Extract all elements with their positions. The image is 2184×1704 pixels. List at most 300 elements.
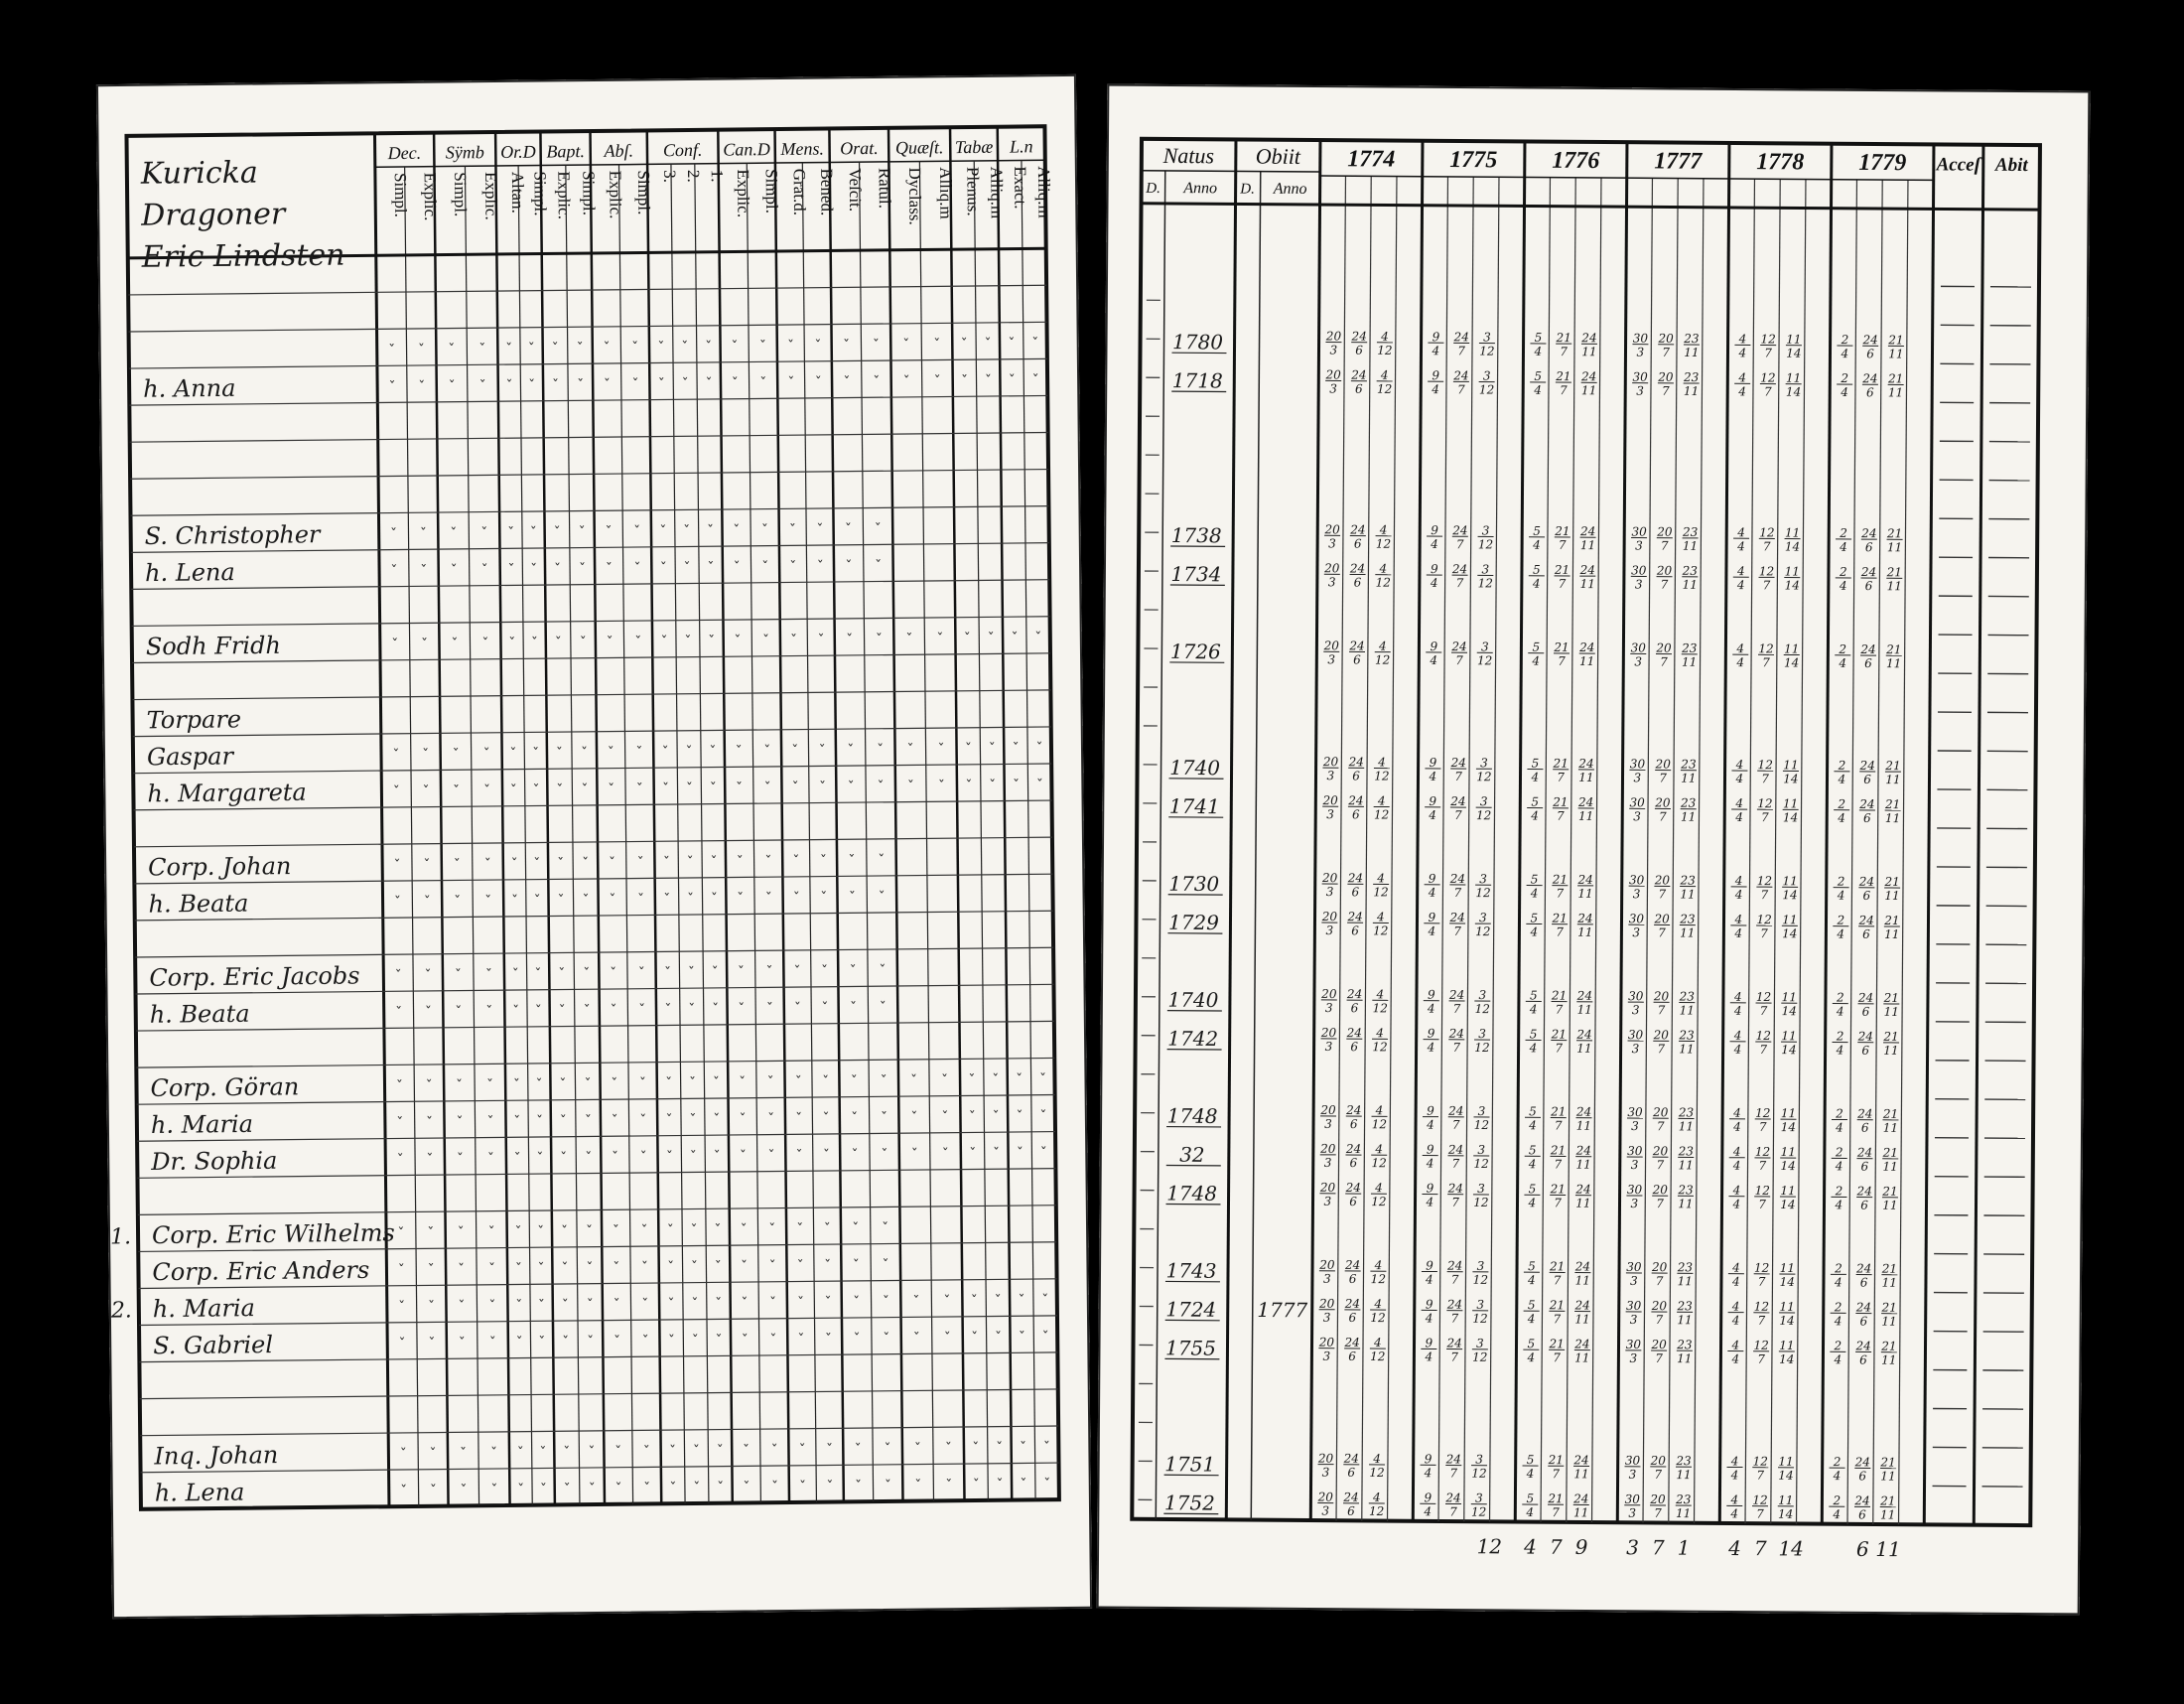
attendance-numerator: 24 xyxy=(1861,526,1877,541)
attendance-denominator: 12 xyxy=(1373,885,1389,900)
sub-header: Explic. xyxy=(554,171,574,220)
attendance-denominator: 6 xyxy=(1348,1271,1357,1286)
obiit-d-sub: D. xyxy=(1240,181,1255,198)
attendance-numerator: 24 xyxy=(1856,1145,1873,1160)
attendance-denominator: 7 xyxy=(1655,1313,1664,1328)
check-mark: ˇ xyxy=(944,1441,953,1458)
attendance-numerator: 20 xyxy=(1319,1257,1335,1272)
check-mark: ˇ xyxy=(660,634,668,650)
attendance-denominator: 12 xyxy=(1477,576,1493,591)
attendance-numerator: 21 xyxy=(1548,1453,1565,1468)
check-mark: ˇ xyxy=(614,1444,622,1461)
attendance-denominator: 7 xyxy=(1656,1158,1665,1173)
attendance-denominator: 7 xyxy=(1558,537,1567,552)
attendance-denominator: 12 xyxy=(1475,886,1491,901)
check-mark: ˇ xyxy=(612,1150,619,1167)
attendance-numerator: 20 xyxy=(1650,1491,1666,1506)
check-mark: ˇ xyxy=(428,1336,436,1352)
check-mark: ˇ xyxy=(933,337,941,354)
attendance-numerator: 24 xyxy=(1446,1336,1462,1350)
check-mark: ˇ xyxy=(687,965,695,982)
attendance-denominator: 6 xyxy=(1862,810,1871,825)
attendance-denominator: 7 xyxy=(1760,810,1769,825)
check-mark: ˇ xyxy=(992,1071,1000,1089)
attendance-numerator: 20 xyxy=(1651,1338,1667,1352)
attendance-numerator: 23 xyxy=(1677,1299,1693,1314)
attendance-denominator: 4 xyxy=(1528,1157,1537,1172)
attendance-numerator: 20 xyxy=(1655,757,1671,772)
attendance-denominator: 4 xyxy=(1841,347,1849,361)
attendance-denominator: 14 xyxy=(1784,655,1800,670)
attendance-numerator: 24 xyxy=(1344,1335,1360,1349)
group-divider xyxy=(495,132,509,1505)
attendance-numerator: 20 xyxy=(1317,1451,1334,1466)
attendance-numerator: 24 xyxy=(1447,1142,1464,1157)
attendance-numerator: 9 xyxy=(1429,755,1437,770)
attendance-denominator: 7 xyxy=(1450,1349,1458,1364)
check-mark: ˇ xyxy=(824,1332,833,1349)
attendance-denominator: 14 xyxy=(1785,384,1802,399)
attendance-numerator: 30 xyxy=(1624,1453,1641,1468)
check-mark: ˇ xyxy=(848,853,856,870)
check-mark: ˇ xyxy=(820,963,829,980)
attendance-numerator: 24 xyxy=(1581,369,1597,384)
attendance-numerator: 20 xyxy=(1324,522,1340,537)
check-mark: ˇ xyxy=(559,1113,567,1130)
attendance-denominator: 11 xyxy=(1888,347,1904,361)
attendance-numerator: 20 xyxy=(1653,1028,1670,1043)
check-mark: ˇ xyxy=(936,631,944,647)
person-name: Corp. Göran xyxy=(150,1072,300,1102)
attendance-denominator: 7 xyxy=(1762,655,1770,670)
check-mark: ˇ xyxy=(685,781,694,797)
attendance-denominator: 3 xyxy=(1630,1158,1639,1173)
birth-year: 32 xyxy=(1179,1142,1205,1167)
attendance-numerator: 23 xyxy=(1680,912,1696,926)
attendance-numerator: 11 xyxy=(1782,913,1798,927)
check-mark: ˇ xyxy=(552,377,560,394)
natus-anno-sub: Anno xyxy=(1183,180,1218,198)
check-mark: ˇ xyxy=(1018,1293,1025,1310)
attendance-denominator: 4 xyxy=(1428,923,1436,938)
check-mark: ˇ xyxy=(941,1146,949,1163)
check-mark: ˇ xyxy=(458,1298,466,1316)
attendance-denominator: 4 xyxy=(1532,653,1541,668)
check-mark: ˇ xyxy=(641,1334,649,1350)
attendance-denominator: 11 xyxy=(1681,771,1697,785)
attendance-denominator: 12 xyxy=(1473,1195,1489,1209)
check-mark: ˇ xyxy=(989,778,997,794)
attendance-denominator: 7 xyxy=(1660,538,1669,553)
year-divider xyxy=(1719,143,1729,1523)
attendance-denominator: 4 xyxy=(1534,344,1543,358)
natus-sub-divider xyxy=(1156,171,1164,1519)
check-mark: ˇ xyxy=(968,1072,976,1089)
attendance-numerator: 12 xyxy=(1754,1144,1771,1159)
attendance-numerator: 5 xyxy=(1531,756,1540,771)
attendance-denominator: 12 xyxy=(1375,536,1392,551)
attendance-denominator: 11 xyxy=(1679,1042,1695,1057)
column-header-6: Can.D xyxy=(723,139,770,160)
attendance-denominator: 14 xyxy=(1778,1506,1794,1521)
attendance-numerator: 3 xyxy=(1479,872,1488,887)
attendance-denominator: 6 xyxy=(1348,1349,1356,1363)
attendance-denominator: 7 xyxy=(1451,1156,1460,1171)
attendance-numerator: 24 xyxy=(1855,1300,1872,1315)
sub-divider xyxy=(465,166,478,1505)
check-mark: ˇ xyxy=(843,338,851,355)
attendance-denominator: 11 xyxy=(1579,654,1595,669)
check-mark: ˇ xyxy=(667,1259,675,1276)
left-page xyxy=(96,74,1092,1619)
check-mark: ˇ xyxy=(483,856,491,874)
attendance-numerator: 24 xyxy=(1858,874,1875,889)
attendance-numerator: 30 xyxy=(1626,1259,1642,1274)
attendance-numerator: 11 xyxy=(1779,1299,1795,1315)
attendance-denominator: 11 xyxy=(1683,383,1700,399)
check-mark: ˇ xyxy=(705,375,713,392)
attendance-numerator: 3 xyxy=(1475,1452,1483,1467)
attendance-denominator: 14 xyxy=(1779,1274,1796,1290)
check-mark: ˇ xyxy=(561,1260,569,1277)
check-mark: ˇ xyxy=(560,1223,569,1240)
check-mark: ˇ xyxy=(484,967,493,984)
check-mark: ˇ xyxy=(845,558,853,575)
check-mark: ˇ xyxy=(429,1446,437,1463)
check-mark: ˇ xyxy=(941,1109,949,1126)
check-mark: ˇ xyxy=(713,1149,721,1166)
check-mark: ˇ xyxy=(692,1443,701,1460)
attendance-denominator: 11 xyxy=(1682,577,1698,592)
column-header-7: Mens. xyxy=(780,138,825,159)
check-mark: ˇ xyxy=(742,1443,751,1460)
person-name: h. Lena xyxy=(144,558,235,588)
attendance-numerator: 2 xyxy=(1833,1493,1842,1508)
check-mark: ˇ xyxy=(945,1478,953,1494)
check-mark: ˇ xyxy=(488,1298,496,1315)
attendance-denominator: 7 xyxy=(1656,1119,1665,1134)
attendance-numerator: 20 xyxy=(1650,1453,1667,1469)
attendance-denominator: 11 xyxy=(1677,1351,1693,1366)
attendance-numerator: 4 xyxy=(1377,871,1386,886)
row-line xyxy=(129,395,1047,405)
sub-header: Bened. xyxy=(817,168,837,216)
attendance-denominator: 12 xyxy=(1369,1465,1385,1481)
check-mark: ˇ xyxy=(965,778,973,794)
attendance-denominator: 4 xyxy=(1836,1043,1844,1058)
birth-year: 1752 xyxy=(1163,1491,1215,1515)
attendance-denominator: 3 xyxy=(1328,536,1336,551)
check-mark: ˇ xyxy=(388,343,396,359)
attendance-denominator: 3 xyxy=(1629,1273,1638,1288)
check-mark: ˇ xyxy=(1020,1440,1027,1457)
check-mark: ˇ xyxy=(561,1297,569,1314)
check-mark: ˇ xyxy=(588,1481,596,1497)
check-mark: ˇ xyxy=(456,1114,464,1131)
check-mark: ˇ xyxy=(880,1110,888,1127)
check-mark: ˇ xyxy=(395,1005,403,1022)
attendance-numerator: 21 xyxy=(1881,1300,1897,1315)
attendance-numerator: 2 xyxy=(1837,874,1845,889)
attendance-numerator: 30 xyxy=(1629,795,1645,810)
check-mark: ˇ xyxy=(563,1445,571,1462)
year-header-1778: 1778 xyxy=(1756,149,1805,176)
check-mark: ˇ xyxy=(455,1004,463,1021)
check-mark: ˇ xyxy=(1016,1108,1024,1125)
column-header-8: Orat. xyxy=(840,137,879,159)
attendance-numerator: 24 xyxy=(1346,1103,1362,1118)
check-mark: ˇ xyxy=(735,781,744,797)
attendance-denominator: 14 xyxy=(1783,772,1799,786)
attendance-numerator: 24 xyxy=(1577,911,1593,925)
check-mark: ˇ xyxy=(516,1445,524,1462)
natus-header: Natus xyxy=(1162,142,1215,169)
check-mark: ˇ xyxy=(608,855,616,872)
year-divider xyxy=(1617,142,1627,1522)
check-mark: ˇ xyxy=(994,1293,1002,1310)
attendance-denominator: 7 xyxy=(1450,1311,1459,1326)
attendance-numerator: 3 xyxy=(1481,562,1490,577)
check-mark: ˇ xyxy=(875,632,884,648)
attendance-denominator: 4 xyxy=(1840,539,1847,554)
check-mark: ˇ xyxy=(659,523,667,540)
check-mark: ˇ xyxy=(457,1224,465,1241)
check-mark: ˇ xyxy=(878,889,886,906)
natus-header-line xyxy=(1142,171,1320,172)
attendance-denominator: 12 xyxy=(1377,343,1393,357)
sub-header: Alliq.m xyxy=(1033,166,1054,218)
check-mark: ˇ xyxy=(816,558,824,576)
attendance-numerator: 21 xyxy=(1882,1106,1899,1121)
sub-header: Exact. xyxy=(1011,166,1030,210)
attendance-denominator: 14 xyxy=(1784,578,1800,593)
attendance-denominator: 6 xyxy=(1355,343,1363,357)
attendance-numerator: 24 xyxy=(1857,1029,1874,1044)
birth-year: 1740 xyxy=(1169,755,1221,781)
check-mark: ˇ xyxy=(488,1261,496,1278)
attendance-numerator: 24 xyxy=(1453,330,1469,345)
check-mark: ˇ xyxy=(423,857,431,874)
check-mark: ˇ xyxy=(996,1477,1004,1493)
attendance-numerator: 30 xyxy=(1626,1182,1643,1198)
attendance-denominator: 12 xyxy=(1375,652,1391,667)
attendance-numerator: 3 xyxy=(1483,330,1491,345)
attendance-denominator: 7 xyxy=(1756,1468,1765,1483)
check-mark: ˇ xyxy=(1012,741,1020,758)
check-mark: ˇ xyxy=(450,562,458,579)
check-mark: ˇ xyxy=(454,894,462,911)
attendance-denominator: 7 xyxy=(1659,771,1667,785)
attendance-denominator: 4 xyxy=(1428,885,1436,900)
check-mark: ˇ xyxy=(820,890,828,907)
check-mark: ˇ xyxy=(579,561,587,578)
attendance-numerator: 23 xyxy=(1679,989,1696,1004)
check-mark: ˇ xyxy=(1018,1330,1026,1347)
attendance-denominator: 12 xyxy=(1479,344,1495,358)
attendance-denominator: 7 xyxy=(1553,1350,1561,1365)
check-mark: ˇ xyxy=(667,1333,676,1349)
attendance-numerator: 30 xyxy=(1628,873,1645,888)
check-mark: ˇ xyxy=(488,1335,496,1351)
attendance-denominator: 7 xyxy=(1552,1505,1560,1520)
check-mark: ˇ xyxy=(487,1224,495,1241)
attendance-denominator: 4 xyxy=(1427,1040,1435,1055)
attendance-denominator: 7 xyxy=(1558,576,1567,591)
attendance-numerator: 20 xyxy=(1321,986,1337,1002)
attendance-numerator: 23 xyxy=(1682,524,1699,539)
check-mark: ˇ xyxy=(610,1002,617,1019)
year-sub-divider xyxy=(1541,178,1550,1522)
check-mark: ˇ xyxy=(425,1077,433,1095)
person-name: Sodh Fridh xyxy=(145,631,281,661)
attendance-numerator: 24 xyxy=(1573,1491,1589,1506)
check-mark: ˇ xyxy=(536,1150,544,1167)
check-mark: ˇ xyxy=(798,1442,806,1459)
check-mark: ˇ xyxy=(823,1220,831,1238)
attendance-numerator: 3 xyxy=(1482,368,1491,383)
attendance-denominator: 11 xyxy=(1884,926,1900,942)
person-name: Dragoner xyxy=(141,197,286,233)
check-mark: ˇ xyxy=(792,890,800,907)
column-total: 6 xyxy=(1855,1536,1869,1561)
attendance-numerator: 21 xyxy=(1554,639,1570,654)
attendance-numerator: 5 xyxy=(1530,911,1539,925)
attendance-denominator: 7 xyxy=(1759,1004,1768,1019)
attendance-denominator: 3 xyxy=(1323,1155,1332,1170)
attendance-denominator: 3 xyxy=(1327,575,1336,590)
attendance-numerator: 3 xyxy=(1480,639,1489,654)
check-mark: ˇ xyxy=(456,1151,465,1168)
attendance-numerator: 20 xyxy=(1318,1335,1335,1349)
birth-year: 1755 xyxy=(1164,1336,1217,1360)
year-header-1774: 1774 xyxy=(1347,146,1396,173)
attendance-numerator: 21 xyxy=(1885,797,1901,812)
attendance-numerator: 4 xyxy=(1377,910,1385,924)
check-mark: ˇ xyxy=(874,521,882,538)
check-mark: ˇ xyxy=(421,637,429,653)
check-mark: ˇ xyxy=(1041,1329,1049,1346)
check-mark: ˇ xyxy=(665,1075,673,1092)
check-mark: ˇ xyxy=(846,632,854,648)
attendance-denominator: 7 xyxy=(1658,887,1667,902)
attendance-numerator: 24 xyxy=(1345,1180,1361,1196)
check-mark: ˇ xyxy=(937,779,946,795)
attendance-numerator: 9 xyxy=(1424,1452,1433,1467)
attendance-denominator: 11 xyxy=(1575,1196,1591,1210)
attendance-numerator: 21 xyxy=(1883,1029,1899,1044)
attendance-denominator: 12 xyxy=(1473,1156,1489,1172)
check-mark: ˇ xyxy=(768,1221,776,1238)
birth-year: 1724 xyxy=(1165,1297,1217,1322)
row-line xyxy=(135,947,1053,957)
attendance-numerator: 4 xyxy=(1731,1338,1740,1352)
attendance-numerator: 5 xyxy=(1530,872,1539,887)
attendance-denominator: 11 xyxy=(1676,1506,1692,1521)
attendance-numerator: 2 xyxy=(1835,1145,1843,1160)
attendance-denominator: 11 xyxy=(1574,1350,1590,1365)
attendance-numerator: 24 xyxy=(1854,1455,1871,1470)
death-year: 1777 xyxy=(1257,1298,1308,1323)
check-mark: ˇ xyxy=(643,1481,651,1497)
attendance-denominator: 4 xyxy=(1424,1504,1433,1519)
attendance-denominator: 4 xyxy=(1425,1349,1433,1364)
birth-year: 1742 xyxy=(1167,1026,1219,1051)
check-mark: ˇ xyxy=(796,1258,804,1275)
column-header-3: Bapt. xyxy=(546,141,586,162)
attendance-numerator: 24 xyxy=(1860,641,1876,657)
attendance-denominator: 4 xyxy=(1732,1158,1741,1173)
attendance-numerator: 4 xyxy=(1381,329,1389,344)
attendance-numerator: 30 xyxy=(1627,1143,1643,1159)
person-name: h. Maria xyxy=(150,1109,254,1139)
check-mark: ˇ xyxy=(906,779,915,795)
birth-year: 1748 xyxy=(1166,1181,1218,1206)
check-mark: ˇ xyxy=(509,782,517,799)
attendance-denominator: 3 xyxy=(1632,925,1641,940)
sub-header: Simpl. xyxy=(761,168,782,214)
check-mark: ˇ xyxy=(792,853,800,870)
attendance-denominator: 3 xyxy=(1322,1349,1331,1363)
attendance-denominator: 3 xyxy=(1631,1042,1640,1057)
check-mark: ˇ xyxy=(633,523,641,540)
check-mark: ˇ xyxy=(855,1479,863,1495)
check-mark: ˇ xyxy=(586,1297,594,1314)
attendance-denominator: 7 xyxy=(1455,653,1463,668)
attendance-denominator: 6 xyxy=(1350,1001,1359,1016)
check-mark: ˇ xyxy=(691,1333,699,1349)
attendance-denominator: 4 xyxy=(1839,655,1847,670)
check-mark: ˇ xyxy=(582,892,590,910)
attendance-numerator: 30 xyxy=(1628,989,1644,1004)
column-total: 7 xyxy=(1549,1534,1563,1559)
attendance-denominator: 11 xyxy=(1573,1467,1589,1482)
attendance-denominator: 11 xyxy=(1676,1468,1692,1483)
sub-divider xyxy=(405,167,419,1506)
year-header-1775: 1775 xyxy=(1449,146,1498,174)
attendance-numerator: 12 xyxy=(1757,796,1773,811)
check-mark: ˇ xyxy=(881,1147,888,1164)
attendance-denominator: 6 xyxy=(1859,1275,1868,1290)
check-mark: ˇ xyxy=(960,337,968,354)
check-mark: ˇ xyxy=(817,633,825,649)
check-mark: ˇ xyxy=(557,893,565,910)
attendance-numerator: 3 xyxy=(1476,1297,1485,1312)
attendance-denominator: 3 xyxy=(1321,1503,1330,1518)
attendance-numerator: 12 xyxy=(1753,1299,1770,1314)
attendance-denominator: 4 xyxy=(1837,926,1845,941)
check-mark: ˇ xyxy=(512,1003,520,1020)
row-line xyxy=(132,617,1050,627)
attendance-denominator: 4 xyxy=(1733,1003,1742,1018)
check-mark: ˇ xyxy=(397,1262,405,1279)
check-mark: ˇ xyxy=(987,631,995,647)
attendance-denominator: 4 xyxy=(1526,1467,1535,1482)
attendance-numerator: 3 xyxy=(1477,1142,1486,1157)
check-mark: ˇ xyxy=(507,525,515,542)
attendance-numerator: 21 xyxy=(1550,1143,1567,1158)
birth-year: 1730 xyxy=(1168,871,1220,897)
check-mark: ˇ xyxy=(513,1114,521,1131)
attendance-numerator: 24 xyxy=(1860,565,1877,580)
attendance-numerator: 4 xyxy=(1375,1103,1384,1118)
check-mark: ˇ xyxy=(638,1002,646,1019)
row-line xyxy=(134,837,1052,847)
attendance-denominator: 12 xyxy=(1475,808,1492,823)
attendance-numerator: 20 xyxy=(1651,1299,1668,1314)
check-mark: ˇ xyxy=(712,1074,721,1091)
attendance-numerator: 5 xyxy=(1534,330,1543,345)
check-mark: ˇ xyxy=(875,558,883,575)
